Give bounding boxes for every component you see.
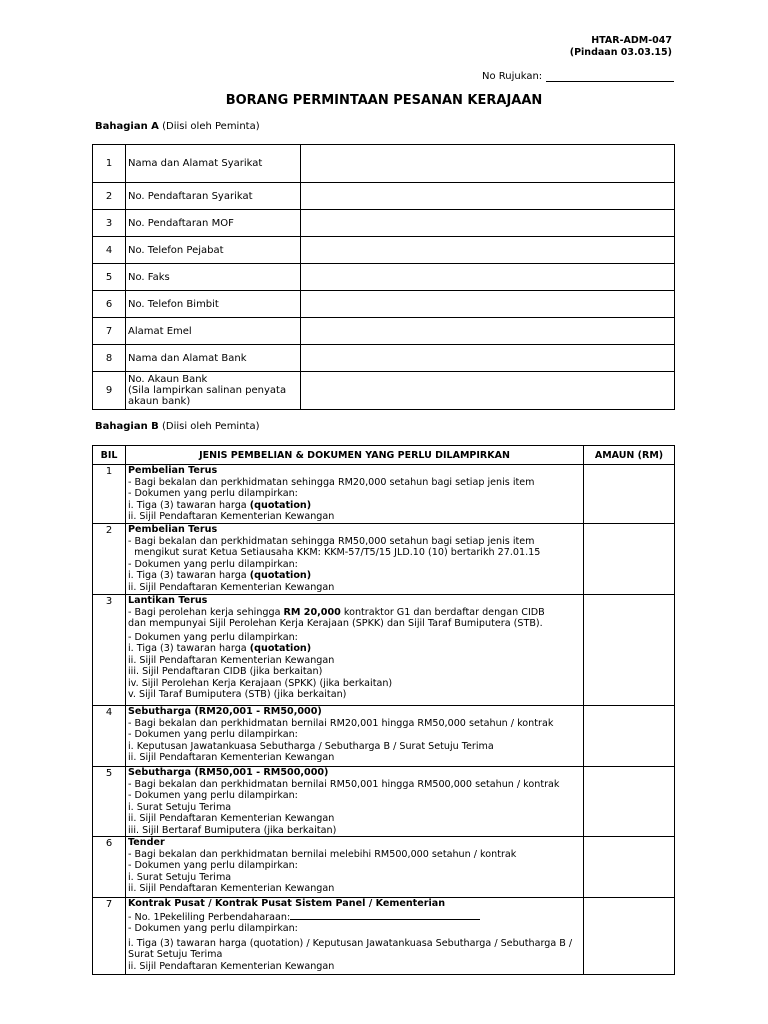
row-line: - Bagi bekalan dan perkhidmatan bernilai RM20,001 hingga RM50,000 setahun / kontrak xyxy=(128,717,554,729)
row-line: iv. Sijil Perolehan Kerja Kerajaan (SPKK) (jika berkaitan) xyxy=(128,677,393,689)
header-amaun: AMAUN (RM) xyxy=(584,446,675,465)
table-row xyxy=(93,372,675,410)
table-row xyxy=(93,595,675,706)
row-description xyxy=(126,595,584,706)
table-row xyxy=(93,145,675,183)
table-row xyxy=(93,837,675,898)
row-number: 3 xyxy=(93,595,126,706)
row-line: i. Keputusan Jawatankuasa Sebutharga / Sebutharga B / Surat Setuju Terima xyxy=(128,740,494,752)
table-row xyxy=(93,264,675,291)
section-b-note: (Diisi oleh Peminta) xyxy=(158,421,260,432)
row-line: v. Sijil Taraf Bumiputera (STB) (jika berkaitan) xyxy=(128,689,347,700)
doc-item-emphasis: (quotation) xyxy=(249,499,312,511)
bank-account-note-cont: akaun bank) xyxy=(128,396,191,407)
row-label: Nama dan Alamat Bank xyxy=(126,345,301,372)
section-a-label xyxy=(95,121,260,132)
table-row xyxy=(93,465,675,524)
row-description xyxy=(126,767,584,837)
row-description xyxy=(126,465,584,524)
row-label: No. Pendaftaran Syarikat xyxy=(126,183,301,210)
row-line: ii. Sijil Pendaftaran Kementerian Kewangan xyxy=(128,654,335,666)
row-line: i. Surat Setuju Terima xyxy=(128,871,232,883)
section-b-label xyxy=(95,421,260,432)
row-number: 7 xyxy=(93,898,126,975)
row-number: 7 xyxy=(93,318,126,345)
row-line: ii. Sijil Pendaftaran Kementerian Kewangan xyxy=(128,960,335,972)
row-number: 1 xyxy=(93,145,126,183)
row-number: 8 xyxy=(93,345,126,372)
table-row xyxy=(93,183,675,210)
row-title: Tender xyxy=(128,837,165,848)
table-row xyxy=(93,706,675,767)
row-label: No. Telefon Pejabat xyxy=(126,237,301,264)
row-line: ii. Sijil Pendaftaran Kementerian Kewangan xyxy=(128,883,335,894)
row-description xyxy=(126,524,584,595)
table-row xyxy=(93,345,675,372)
row-number: 9 xyxy=(93,372,126,410)
row-line xyxy=(128,570,583,582)
row-label: Nama dan Alamat Syarikat xyxy=(126,145,301,183)
header-bil: BIL xyxy=(93,446,126,465)
row-line: - Dokumen yang perlu dilampirkan: xyxy=(128,860,298,871)
document-code: HTAR-ADM-047 xyxy=(591,35,672,46)
company-name-address-field[interactable] xyxy=(301,145,675,183)
row-line: dan mempunyai Sijil Perolehan Kerja Kerajaan (SPKK) dan Sijil Taraf Bumiputera (STB). xyxy=(128,618,543,629)
mobile-phone-field[interactable] xyxy=(301,291,675,318)
table-row xyxy=(93,898,675,975)
row-line: ii. Sijil Pendaftaran Kementerian Kewangan xyxy=(128,511,335,522)
row-title: Sebutharga (RM50,001 - RM500,000) xyxy=(128,767,329,778)
amount-field[interactable] xyxy=(584,595,675,706)
row-label: No. Telefon Bimbit xyxy=(126,291,301,318)
row-text-emphasis: RM 20,000 xyxy=(283,606,341,618)
header-jenis: JENIS PEMBELIAN & DOKUMEN YANG PERLU DILAMPIRKAN xyxy=(126,446,584,465)
row-number: 2 xyxy=(93,524,126,595)
row-title: Lantikan Terus xyxy=(128,595,208,606)
revision-date: (Pindaan 03.03.15) xyxy=(569,47,672,58)
table-row xyxy=(93,237,675,264)
row-line: i. Tiga (3) tawaran harga (quotation) / Keputusan Jawatankuasa Sebutharga / Sebutharga B / Surat Setuju Terima xyxy=(128,937,573,960)
row-number: 6 xyxy=(93,291,126,318)
table-row xyxy=(93,291,675,318)
doc-item: i. Tiga (3) tawaran harga xyxy=(128,570,250,581)
row-line: - Dokumen yang perlu dilampirkan: xyxy=(128,558,298,570)
amount-field[interactable] xyxy=(584,465,675,524)
reference-label: No Rujukan: xyxy=(482,71,543,82)
fax-field[interactable] xyxy=(301,264,675,291)
row-title: Sebutharga (RM20,001 - RM50,000) xyxy=(128,706,322,717)
row-line: iii. Sijil Pendaftaran CIDB (jika berkaitan) xyxy=(128,666,323,677)
bank-name-address-field[interactable] xyxy=(301,345,675,372)
doc-item: i. Tiga (3) tawaran harga xyxy=(128,643,250,654)
table-row xyxy=(93,524,675,595)
office-phone-field[interactable] xyxy=(301,237,675,264)
row-text: - Bagi perolehan kerja sehingga xyxy=(128,606,284,618)
circular-label: - No. 1Pekeliling Perbendaharaan: xyxy=(128,911,291,923)
section-a-table xyxy=(92,144,675,410)
bank-account-note: (Sila lampirkan salinan penyata xyxy=(128,385,287,396)
section-b-table xyxy=(92,445,675,975)
doc-item: i. Tiga (3) tawaran harga xyxy=(128,499,250,511)
section-a-title: Bahagian A xyxy=(95,121,159,132)
company-registration-field[interactable] xyxy=(301,183,675,210)
row-line xyxy=(128,910,583,924)
table-row xyxy=(93,767,675,837)
row-description xyxy=(126,837,584,898)
row-line: - Dokumen yang perlu dilampirkan: xyxy=(128,488,298,499)
circular-number-field[interactable] xyxy=(290,910,480,920)
row-label xyxy=(126,372,301,410)
row-line: - Dokumen yang perlu dilampirkan: xyxy=(128,729,298,740)
row-text: kontraktor G1 dan berdaftar dengan CIDB xyxy=(340,606,545,618)
row-line: - Dokumen yang perlu dilampirkan: xyxy=(128,790,298,801)
mof-registration-field[interactable] xyxy=(301,210,675,237)
row-line: - Bagi bekalan dan perkhidmatan bernilai melebihi RM500,000 setahun / kontrak xyxy=(128,848,517,860)
row-line: - Bagi bekalan dan perkhidmatan sehingga RM50,000 setahun bagi setiap jenis item xyxy=(128,535,535,547)
row-line: ii. Sijil Pendaftaran Kementerian Kewangan xyxy=(128,581,335,593)
amount-field[interactable] xyxy=(584,767,675,837)
amount-field[interactable] xyxy=(584,706,675,767)
row-label: No. Pendaftaran MOF xyxy=(126,210,301,237)
amount-field[interactable] xyxy=(584,898,675,975)
table-header-row xyxy=(93,446,675,465)
row-label: Alamat Emel xyxy=(126,318,301,345)
bank-account-label: No. Akaun Bank xyxy=(128,374,208,385)
reference-number-row xyxy=(482,69,674,82)
row-line: - Dokumen yang perlu dilampirkan: xyxy=(128,631,298,643)
row-line: - Bagi bekalan dan perkhidmatan bernilai RM50,001 hingga RM500,000 setahun / kontrak xyxy=(128,778,560,790)
row-line xyxy=(128,500,583,512)
bank-account-field[interactable] xyxy=(301,372,675,410)
row-number: 1 xyxy=(93,465,126,524)
row-number: 5 xyxy=(93,264,126,291)
row-title: Pembelian Terus xyxy=(128,465,218,476)
form-title: BORANG PERMINTAAN PESANAN KERAJAAN xyxy=(225,93,543,108)
row-number: 2 xyxy=(93,183,126,210)
row-line: - Dokumen yang perlu dilampirkan: xyxy=(128,923,298,934)
document-code-block xyxy=(570,35,672,59)
doc-item-emphasis: (quotation) xyxy=(249,570,312,581)
row-line: ii. Sijil Pendaftaran Kementerian Kewangan xyxy=(128,813,335,824)
table-row xyxy=(93,210,675,237)
row-title: Kontrak Pusat / Kontrak Pusat Sistem Panel / Kementerian xyxy=(128,898,446,909)
row-line: mengikut surat Ketua Setiausaha KKM: KKM-57/T5/15 JLD.10 (10) bertarikh 27.01.15 xyxy=(128,547,541,558)
row-number: 6 xyxy=(93,837,126,898)
row-number: 3 xyxy=(93,210,126,237)
row-description xyxy=(126,706,584,767)
row-number: 5 xyxy=(93,767,126,837)
email-field[interactable] xyxy=(301,318,675,345)
section-a-note: (Diisi oleh Peminta) xyxy=(158,121,260,132)
row-line xyxy=(128,607,583,619)
row-number: 4 xyxy=(93,706,126,767)
table-row xyxy=(93,318,675,345)
row-line: - Bagi bekalan dan perkhidmatan sehingga RM20,000 setahun bagi setiap jenis item xyxy=(128,476,535,488)
section-b-title: Bahagian B xyxy=(95,421,159,432)
row-line xyxy=(128,643,583,655)
row-label: No. Faks xyxy=(126,264,301,291)
row-line: iii. Sijil Bertaraf Bumiputera (jika berkaitan) xyxy=(128,824,337,836)
row-number: 4 xyxy=(93,237,126,264)
amount-field[interactable] xyxy=(584,837,675,898)
row-description xyxy=(126,898,584,975)
amount-field[interactable] xyxy=(584,524,675,595)
reference-number-field[interactable] xyxy=(546,69,674,82)
row-line: ii. Sijil Pendaftaran Kementerian Kewangan xyxy=(128,752,335,763)
doc-item-emphasis: (quotation) xyxy=(249,643,312,654)
row-line: i. Surat Setuju Terima xyxy=(128,801,232,813)
row-title: Pembelian Terus xyxy=(128,524,218,535)
